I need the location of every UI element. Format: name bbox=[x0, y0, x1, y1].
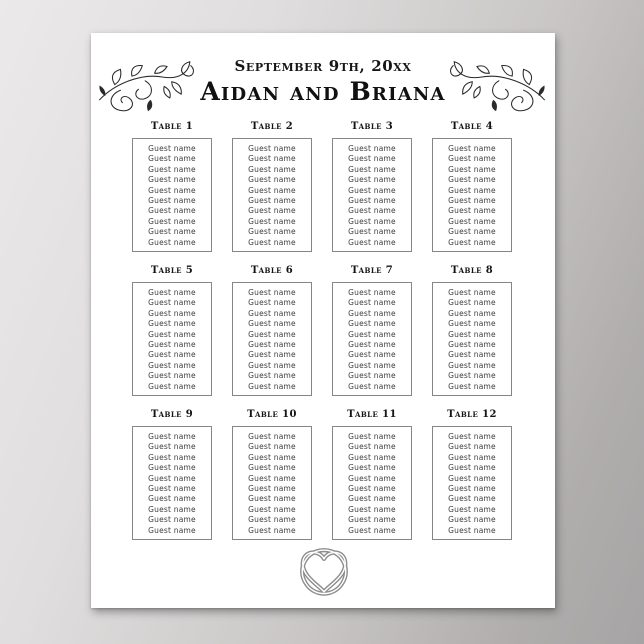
guest-name: Guest name bbox=[348, 237, 396, 247]
guest-list-box bbox=[432, 282, 512, 396]
guest-name: Guest name bbox=[248, 442, 296, 452]
guest-name: Guest name bbox=[148, 442, 196, 452]
table-card bbox=[132, 265, 212, 396]
guest-name: Guest name bbox=[448, 154, 496, 164]
guest-name: Guest name bbox=[448, 308, 496, 318]
guest-name: Guest name bbox=[348, 227, 396, 237]
guest-name: Guest name bbox=[148, 185, 196, 195]
guest-name: Guest name bbox=[148, 484, 196, 494]
guest-name: Guest name bbox=[148, 525, 196, 535]
guest-name: Guest name bbox=[348, 525, 396, 535]
guest-name: Guest name bbox=[248, 288, 296, 297]
guest-name: Guest name bbox=[348, 185, 396, 195]
guest-name: Guest name bbox=[248, 185, 296, 195]
guest-name: Guest name bbox=[248, 340, 296, 350]
guest-name: Guest name bbox=[448, 206, 496, 216]
guest-name: Guest name bbox=[348, 350, 396, 360]
guest-list-box bbox=[132, 426, 212, 540]
guest-name: Guest name bbox=[148, 216, 196, 226]
table-card bbox=[332, 409, 412, 540]
guest-name: Guest name bbox=[448, 216, 496, 226]
guest-name: Guest name bbox=[348, 360, 396, 370]
guest-name: Guest name bbox=[448, 319, 496, 329]
guest-name: Guest name bbox=[248, 515, 296, 525]
guest-list-box bbox=[232, 138, 312, 252]
guest-name: Guest name bbox=[248, 473, 296, 483]
guest-name: Guest name bbox=[148, 329, 196, 339]
guest-name: Guest name bbox=[248, 504, 296, 514]
guest-name: Guest name bbox=[448, 484, 496, 494]
table-card bbox=[432, 409, 512, 540]
guest-name: Guest name bbox=[348, 463, 396, 473]
guest-name: Guest name bbox=[448, 504, 496, 514]
guest-name: Guest name bbox=[248, 452, 296, 462]
guest-name: Guest name bbox=[348, 164, 396, 174]
guest-name: Guest name bbox=[248, 216, 296, 226]
guest-name: Guest name bbox=[348, 298, 396, 308]
table-card bbox=[232, 409, 312, 540]
table-card bbox=[232, 265, 312, 396]
guest-list-box bbox=[432, 426, 512, 540]
table-label: Table 11 bbox=[347, 409, 397, 420]
table-card bbox=[432, 265, 512, 396]
couple-names: Aidan and Briana bbox=[200, 77, 446, 106]
guest-name: Guest name bbox=[248, 154, 296, 164]
guest-name: Guest name bbox=[348, 381, 396, 391]
guest-name: Guest name bbox=[448, 329, 496, 339]
guest-name: Guest name bbox=[148, 463, 196, 473]
guest-name: Guest name bbox=[248, 463, 296, 473]
guest-name: Guest name bbox=[348, 442, 396, 452]
guest-name: Guest name bbox=[448, 442, 496, 452]
guest-name: Guest name bbox=[348, 206, 396, 216]
guest-name: Guest name bbox=[148, 288, 196, 297]
table-label: Table 2 bbox=[250, 121, 294, 132]
guest-name: Guest name bbox=[448, 515, 496, 525]
guest-name: Guest name bbox=[448, 175, 496, 185]
guest-name: Guest name bbox=[348, 494, 396, 504]
guest-name: Guest name bbox=[448, 227, 496, 237]
guest-name: Guest name bbox=[448, 473, 496, 483]
table-label: Table 1 bbox=[150, 121, 194, 132]
guest-name: Guest name bbox=[248, 227, 296, 237]
table-label: Table 9 bbox=[150, 409, 194, 420]
guest-name: Guest name bbox=[348, 154, 396, 164]
guest-name: Guest name bbox=[448, 371, 496, 381]
table-label: Table 6 bbox=[250, 265, 294, 276]
table-card bbox=[132, 121, 212, 252]
table-label: Table 4 bbox=[450, 121, 494, 132]
guest-list-box bbox=[432, 138, 512, 252]
guest-name: Guest name bbox=[248, 350, 296, 360]
table-label: Table 7 bbox=[350, 265, 394, 276]
guest-name: Guest name bbox=[248, 484, 296, 494]
guest-name: Guest name bbox=[348, 329, 396, 339]
guest-name: Guest name bbox=[448, 237, 496, 247]
table-card bbox=[332, 121, 412, 252]
guest-name: Guest name bbox=[348, 308, 396, 318]
guest-name: Guest name bbox=[148, 350, 196, 360]
guest-list-box bbox=[332, 426, 412, 540]
table-label: Table 10 bbox=[247, 409, 297, 420]
guest-name: Guest name bbox=[148, 298, 196, 308]
event-date: September 9th, 20xx bbox=[234, 57, 412, 75]
guest-name: Guest name bbox=[348, 473, 396, 483]
guest-name: Guest name bbox=[448, 360, 496, 370]
guest-name: Guest name bbox=[448, 452, 496, 462]
guest-name: Guest name bbox=[148, 432, 196, 441]
guest-name: Guest name bbox=[248, 494, 296, 504]
guest-name: Guest name bbox=[448, 185, 496, 195]
guest-name: Guest name bbox=[148, 206, 196, 216]
guest-name: Guest name bbox=[148, 360, 196, 370]
guest-name: Guest name bbox=[148, 164, 196, 174]
guest-name: Guest name bbox=[348, 452, 396, 462]
guest-name: Guest name bbox=[248, 175, 296, 185]
guest-name: Guest name bbox=[348, 288, 396, 297]
guest-list-box bbox=[332, 282, 412, 396]
guest-name: Guest name bbox=[348, 216, 396, 226]
seating-chart-poster bbox=[91, 33, 555, 608]
guest-name: Guest name bbox=[348, 196, 396, 206]
guest-name: Guest name bbox=[448, 298, 496, 308]
guest-name: Guest name bbox=[448, 463, 496, 473]
guest-name: Guest name bbox=[148, 515, 196, 525]
guest-name: Guest name bbox=[248, 371, 296, 381]
guest-name: Guest name bbox=[448, 494, 496, 504]
guest-name: Guest name bbox=[448, 350, 496, 360]
guest-name: Guest name bbox=[148, 196, 196, 206]
table-card bbox=[232, 121, 312, 252]
guest-name: Guest name bbox=[348, 432, 396, 441]
guest-name: Guest name bbox=[248, 164, 296, 174]
table-label: Table 3 bbox=[350, 121, 394, 132]
guest-name: Guest name bbox=[148, 504, 196, 514]
table-card bbox=[132, 409, 212, 540]
guest-name: Guest name bbox=[148, 175, 196, 185]
guest-name: Guest name bbox=[448, 164, 496, 174]
guest-name: Guest name bbox=[248, 360, 296, 370]
guest-list-box bbox=[232, 426, 312, 540]
guest-name: Guest name bbox=[348, 515, 396, 525]
guest-list-box bbox=[232, 282, 312, 396]
guest-name: Guest name bbox=[348, 371, 396, 381]
guest-name: Guest name bbox=[148, 494, 196, 504]
guest-name: Guest name bbox=[448, 432, 496, 441]
guest-name: Guest name bbox=[348, 504, 396, 514]
guest-name: Guest name bbox=[148, 154, 196, 164]
guest-name: Guest name bbox=[248, 525, 296, 535]
guest-name: Guest name bbox=[148, 452, 196, 462]
guest-name: Guest name bbox=[448, 340, 496, 350]
table-label: Table 8 bbox=[450, 265, 494, 276]
guest-name: Guest name bbox=[448, 381, 496, 391]
guest-name: Guest name bbox=[248, 144, 296, 153]
guest-name: Guest name bbox=[348, 484, 396, 494]
guest-name: Guest name bbox=[148, 237, 196, 247]
guest-name: Guest name bbox=[148, 308, 196, 318]
guest-name: Guest name bbox=[448, 144, 496, 153]
guest-name: Guest name bbox=[448, 288, 496, 297]
guest-list-box bbox=[332, 138, 412, 252]
table-label: Table 12 bbox=[447, 409, 497, 420]
guest-name: Guest name bbox=[148, 473, 196, 483]
guest-name: Guest name bbox=[248, 298, 296, 308]
guest-name: Guest name bbox=[248, 329, 296, 339]
tables-grid bbox=[132, 121, 512, 540]
guest-name: Guest name bbox=[348, 340, 396, 350]
table-card bbox=[332, 265, 412, 396]
guest-name: Guest name bbox=[148, 144, 196, 153]
guest-name: Guest name bbox=[148, 371, 196, 381]
guest-name: Guest name bbox=[148, 227, 196, 237]
guest-name: Guest name bbox=[148, 340, 196, 350]
guest-list-box bbox=[132, 282, 212, 396]
guest-name: Guest name bbox=[248, 319, 296, 329]
guest-name: Guest name bbox=[248, 206, 296, 216]
guest-name: Guest name bbox=[148, 319, 196, 329]
guest-name: Guest name bbox=[248, 196, 296, 206]
guest-name: Guest name bbox=[248, 308, 296, 318]
guest-list-box bbox=[132, 138, 212, 252]
guest-name: Guest name bbox=[248, 237, 296, 247]
guest-name: Guest name bbox=[348, 144, 396, 153]
guest-name: Guest name bbox=[448, 525, 496, 535]
guest-name: Guest name bbox=[248, 432, 296, 441]
table-card bbox=[432, 121, 512, 252]
guest-name: Guest name bbox=[348, 319, 396, 329]
guest-name: Guest name bbox=[348, 175, 396, 185]
guest-name: Guest name bbox=[248, 381, 296, 391]
trinity-knot-icon bbox=[295, 544, 353, 597]
guest-name: Guest name bbox=[148, 381, 196, 391]
guest-name: Guest name bbox=[448, 196, 496, 206]
table-label: Table 5 bbox=[150, 265, 194, 276]
